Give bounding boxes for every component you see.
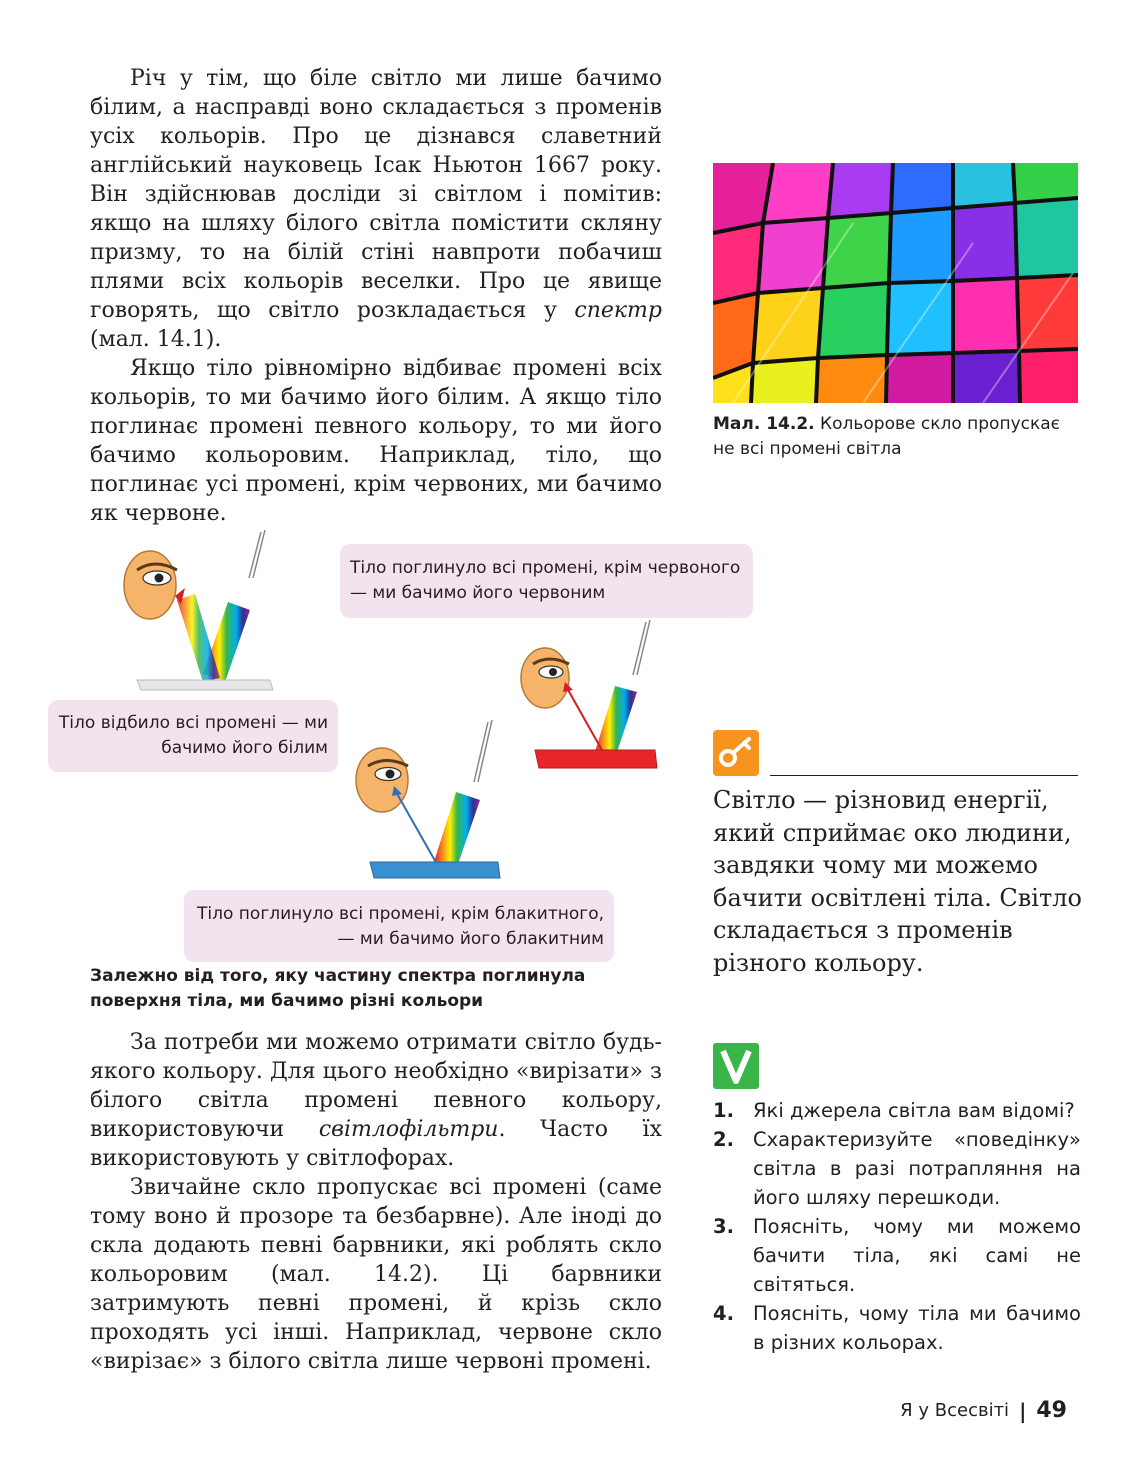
book-title: Я у Всесвіті — [900, 1400, 1010, 1421]
diagram-white-surface — [115, 530, 285, 700]
key-divider — [770, 775, 1078, 776]
figure-label: Мал. 14.2. — [713, 414, 815, 434]
question-item: 4. Поясніть, чому тіла ми бачимо в різних кольорах. — [713, 1302, 1081, 1354]
bubble-blue-explanation: Тіло поглинуло всі промені, крім блакитного, — ми бачимо його блакитним — [184, 890, 614, 962]
intro-text — [90, 64, 662, 528]
footer-separator: | — [1019, 1398, 1027, 1423]
key-icon — [713, 730, 759, 776]
question-item: 1. Які джерела світла вам відомі? — [713, 1099, 1075, 1122]
figure-caption: Залежно від того, яку частину спектра поглинула поверхня тіла, ми бачимо різні кольори — [90, 966, 586, 1011]
bubble-red-explanation: Тіло поглинуло всі промені, крім червоного — ми бачимо його червоним — [340, 544, 753, 618]
colored-glass-photo — [713, 163, 1078, 403]
term-filters: світлофільтри — [318, 1117, 499, 1142]
paragraph: Якщо тіло рівномірно відбиває промені всіх кольорів, то ми бачимо його білим. А якщо тіло поглинає промені певного кольору, то ми його бачимо кольоровим. Наприклад, тіло, що поглинає усі промені, крім червоних, ми бачимо як червоне. — [90, 356, 662, 526]
page-number: 49 — [1036, 1398, 1067, 1423]
review-questions — [713, 1096, 1081, 1357]
term-spectrum: спектр — [574, 298, 662, 323]
page-footer — [900, 1398, 1067, 1423]
question-item: 2. Схарактеризуйте «поведінку» світла в разі потрапляння на його шляху перешкоди. — [713, 1128, 1081, 1209]
check-icon — [713, 1043, 759, 1089]
photo-caption: Мал. 14.2. Кольорове скло пропускає не всі промені світла — [713, 414, 1060, 459]
bubble-white-explanation: Тіло відбило всі промені — ми бачимо його білим — [48, 700, 338, 772]
question-item: 3. Поясніть, чому ми можемо бачити тіла, які самі не світяться. — [713, 1215, 1081, 1296]
diagram-red-surface — [515, 620, 665, 780]
paragraph: За потреби ми можемо отримати світло будь-якого кольору. Для цього необхідно «вирізати» з білого світла промені певного кольору, використовуючи світлофільтри. Часто їх використовують у світлофорах. — [90, 1030, 663, 1171]
diagram-blue-surface — [350, 720, 510, 890]
body-text — [90, 1028, 662, 1376]
key-definition: Світло — різновид енергії, який сприймає око людини, завдяки чому ми можемо бачити освітлені тіла. Світло складається з променів різного кольору. — [713, 786, 1082, 977]
paragraph: Річ у тім, що біле світло ми лише бачимо білим, а насправді воно складається з променів усіх кольорів. Про це дізнався славетний англійський науковець Ісак Ньютон 1667 року. Він здійснював досліди зі світлом і помітив: якщо на шляху білого світла помістити скляну призму, то на білій стіні навпроти побачиш плями всіх кольорів веселки. Про це явище говорять, що світло розкладається у спектр (мал. 14.1). — [90, 66, 662, 352]
paragraph: Звичайне скло пропускає всі промені (саме тому воно й прозоре та безбарвне). Але іноді до скла додають певні барвники, які роблять скло кольоровим (мал. 14.2). Ці барвники затримують певні промені, й крізь скло проходять усі інші. Наприклад, червоне скло «вирізає» з білого світла лише червоні промені. — [90, 1175, 662, 1374]
